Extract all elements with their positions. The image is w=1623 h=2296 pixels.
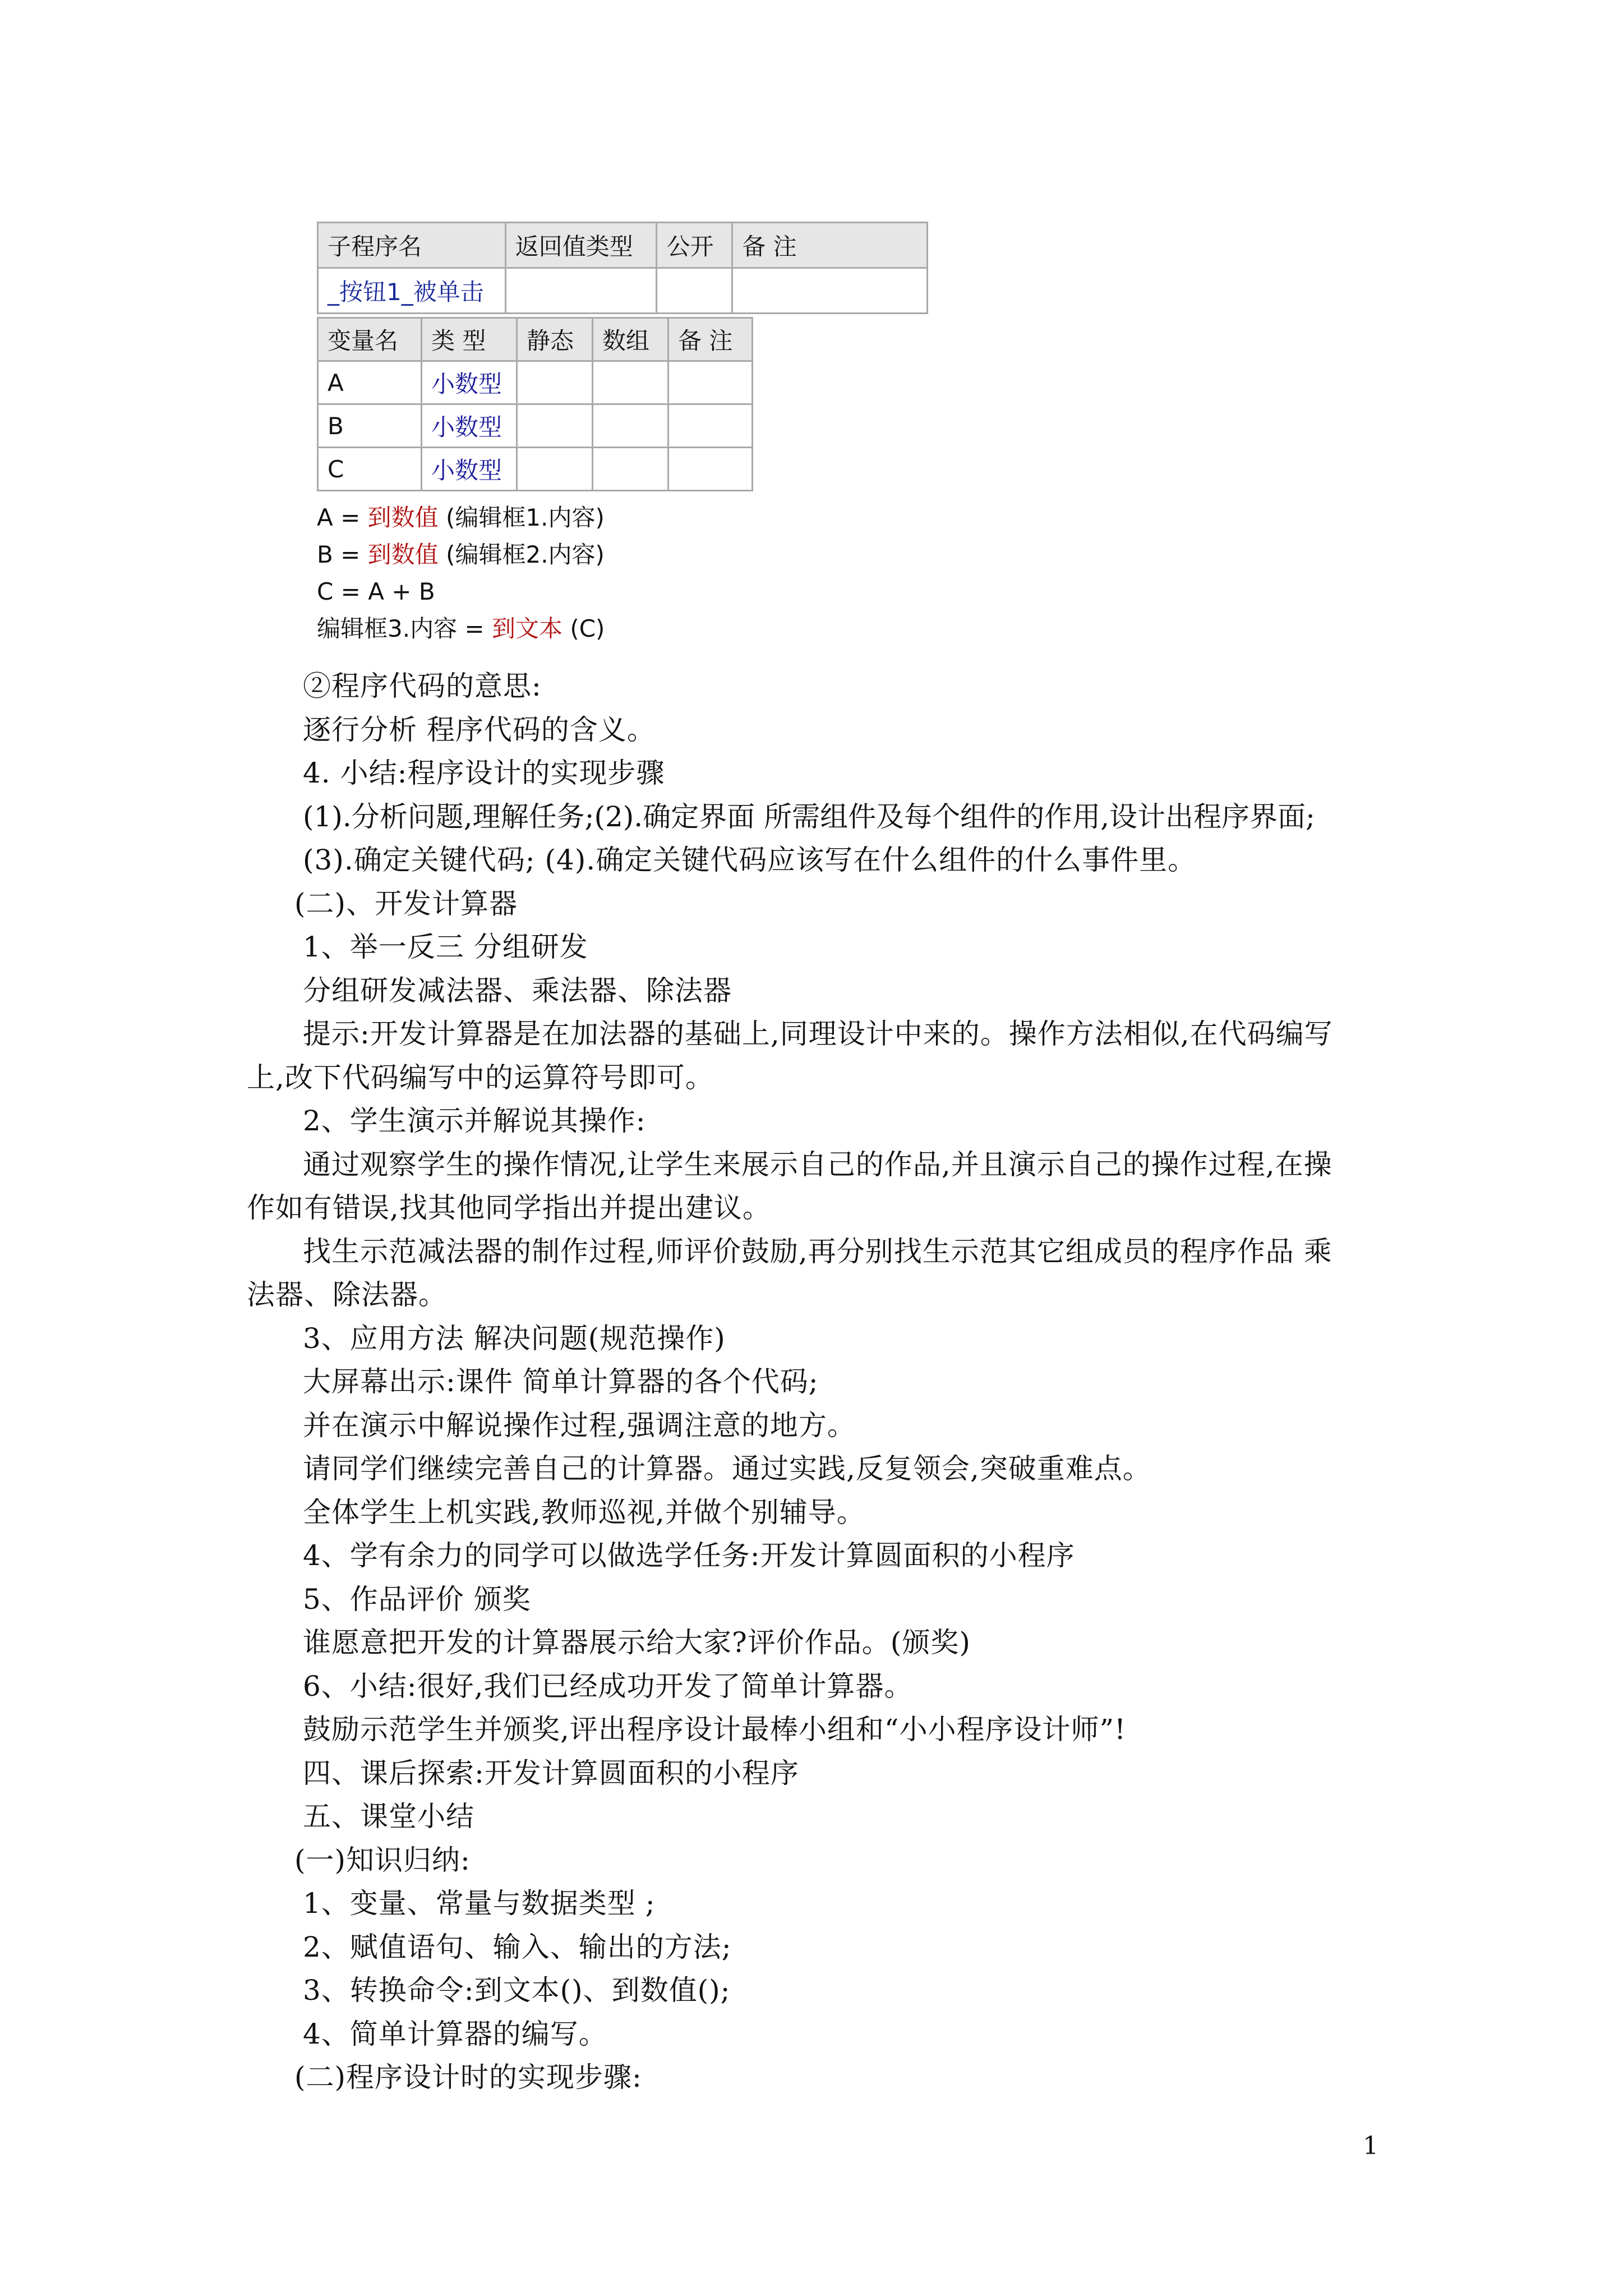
text-line: 请同学们继续完善自己的计算器。通过实践,反复领会,突破重难点。 <box>303 1452 1151 1485</box>
text-line: 上,改下代码编写中的运算符号即可。 <box>247 1061 714 1094</box>
text-line: 谁愿意把开发的计算器展示给大家?评价作品。(颁奖) <box>303 1626 971 1659</box>
text-line: 提示:开发计算器是在加法器的基础上,同理设计中来的。操作方法相似,在代码编写 <box>303 1018 1333 1050</box>
text-line: 四、课后探索:开发计算圆面积的小程序 <box>303 1756 799 1789</box>
text-line: 2、赋值语句、输入、输出的方法; <box>303 1930 732 1963</box>
var-type-cell: 小数型 <box>422 404 517 448</box>
page-number: 1 <box>1363 2132 1378 2160</box>
text-line: 法器、除法器。 <box>247 1278 447 1311</box>
text-line: ②程序代码的意思: <box>303 670 542 702</box>
text-line: 6、小结:很好,我们已经成功开发了简单计算器。 <box>303 1669 913 1703</box>
subroutine-return-cell <box>505 268 657 314</box>
var-name-cell: C <box>318 448 422 491</box>
subroutine-public-cell <box>657 268 732 314</box>
text-line: 并在演示中解说操作过程,强调注意的地方。 <box>303 1409 856 1442</box>
var-name-cell: A <box>318 361 422 404</box>
text-line: 全体学生上机实践,教师巡视,并做个别辅导。 <box>303 1496 865 1529</box>
var-type-cell: 小数型 <box>422 361 517 404</box>
var-header-remark: 备 注 <box>668 318 753 361</box>
table-row <box>318 448 753 491</box>
code-line: 编辑框3.内容 = 到文本 (C) <box>317 615 605 642</box>
subroutine-table <box>317 222 928 314</box>
text-line: 分组研发减法器、乘法器、除法器 <box>303 974 732 1007</box>
var-header-type: 类 型 <box>422 318 517 361</box>
subroutine-header-return-type: 返回值类型 <box>505 223 657 268</box>
code-line: A = 到数值 (编辑框1.内容) <box>317 504 605 531</box>
text-line: (1).分析问题,理解任务;(2).确定界面 所需组件及每个组件的作用,设计出程序界面; <box>303 800 1315 833</box>
subroutine-header-remark: 备 注 <box>732 223 928 268</box>
text-line: 通过观察学生的操作情况,让学生来展示自己的作品,并且演示自己的操作过程,在操 <box>303 1148 1332 1181</box>
code-statements <box>317 499 605 647</box>
text-line: 4、学有余力的同学可以做选学任务:开发计算圆面积的小程序 <box>303 1539 1075 1572</box>
var-header-name: 变量名 <box>318 318 422 361</box>
text-line: 鼓励示范学生并颁奖,评出程序设计最棒小组和“小小程序设计师”! <box>303 1713 1127 1746</box>
text-line: 2、学生演示并解说其操作: <box>303 1105 646 1137</box>
variable-table <box>317 317 753 491</box>
text-line: 逐行分析 程序代码的含义。 <box>303 713 656 746</box>
text-line: 4. 小结:程序设计的实现步骤 <box>303 757 665 789</box>
subroutine-name-cell: _按钮1_被单击 <box>318 268 506 314</box>
text-line: 3、应用方法 解决问题(规范操作) <box>303 1322 726 1355</box>
text-line: 1、举一反三 分组研发 <box>303 931 588 963</box>
text-line: (一)知识归纳: <box>294 1843 471 1876</box>
subroutine-header-public: 公开 <box>657 223 732 268</box>
text-line: 找生示范减法器的制作过程,师评价鼓励,再分别找生示范其它组成员的程序作品 乘 <box>303 1235 1332 1268</box>
document-body <box>247 665 1385 2100</box>
text-line: (3).确定关键代码; (4).确定关键代码应该写在什么组件的什么事件里。 <box>303 844 1197 876</box>
code-line: B = 到数值 (编辑框2.内容) <box>317 541 605 568</box>
text-line: 五、课堂小结 <box>303 1800 474 1833</box>
text-line: 1、变量、常量与数据类型 ; <box>303 1887 656 1920</box>
var-header-array: 数组 <box>593 318 668 361</box>
code-screenshot <box>317 222 928 648</box>
code-line: C = A + B <box>317 578 435 605</box>
subroutine-header-name: 子程序名 <box>318 223 506 268</box>
text-line: (二)程序设计时的实现步骤: <box>294 2061 642 2093</box>
var-header-static: 静态 <box>517 318 593 361</box>
subroutine-remark-cell <box>732 268 928 314</box>
table-row <box>318 404 753 448</box>
text-line: 5、作品评价 颁奖 <box>303 1582 531 1616</box>
table-row <box>318 361 753 404</box>
text-line: 3、转换命令:到文本()、到数值(); <box>303 1974 731 2007</box>
text-line: 大屏幕出示:课件 简单计算器的各个代码; <box>303 1365 819 1398</box>
var-name-cell: B <box>318 404 422 448</box>
var-type-cell: 小数型 <box>422 448 517 491</box>
text-line: 作如有错误,找其他同学指出并提出建议。 <box>247 1191 771 1224</box>
text-line: (二)、开发计算器 <box>294 887 518 920</box>
text-line: 4、简单计算器的编写。 <box>303 2017 607 2050</box>
